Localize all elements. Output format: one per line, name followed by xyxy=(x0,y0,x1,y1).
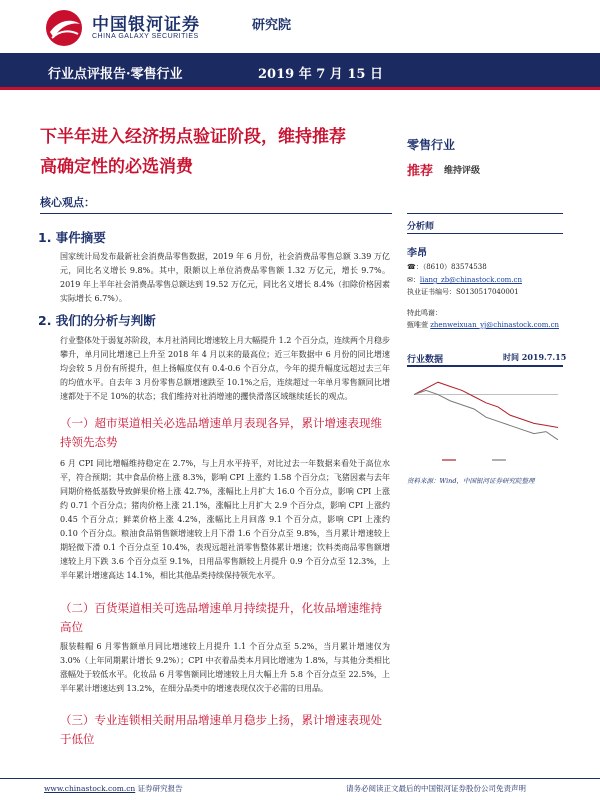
analyst-phone: ☎：（8610）83574538 xyxy=(407,263,487,271)
section-1-paragraph: 国家统计局发布最新社会消费品零售数据，2019 年 6 月份，社会消费品零售总额 3.39 万亿元，同比名义增长 9.8%。其中，限额以上单位消费品零售额 1.32 万亿元，增长 9.7%。2019 年上半年社会消费品零售总额达到 19.52 万亿元，同比名义增长 8.4%（扣除价格因素实际增长 6.7%）。 xyxy=(60,252,390,303)
mail-icon: ✉： xyxy=(407,276,420,284)
section-1-heading: 1. 事件摘要 xyxy=(38,230,106,245)
chart-series-line-1 xyxy=(414,382,558,427)
industry-chart xyxy=(406,368,564,468)
footer-url-link[interactable]: www.chinastock.com.cn xyxy=(44,784,136,793)
subsection-1-paragraph: 6 月 CPI 同比增幅维持稳定在 2.7%，与上月水平持平，对比过去一年数据来看处于高位水平，符合预期；其中食品价格上涨 8.3%，影响 CPI 上涨约 1.58 个百分点；飞猪因素与去年同期价格低基数导致鲜果价格上涨 42.7%，涨幅比上月扩大 16.0 个百分点，影响 CPI 上涨约 0.71 个百分点；猪肉价格上涨 21.1%，涨幅比上月扩大 2.9 个百分点，影响 CPI 上涨约 0.45 个百分点；鲜菜价格上涨 4.2%，涨幅比上月回落 9.1 个百分点，影响 CPI 上涨约 0.10 个百分点。粮油食品销售额增速较上月下滑 1.6 个百分点至 9.8%，当月累计增速较上期轻微下滑 0.1 个百分点至 10.4%，表现远超社消零售整体累计增速；饮料类商品零售额增速较上月下跌 3.6 个百分点至 9.1%，日用品零售额较上月提升 0.9 个百分点至 12.3%，上半年累计增速高达 14.1%，相比其他品类持续保持领先水平。 xyxy=(60,459,390,580)
sidebar-divider-1 xyxy=(407,213,563,214)
analyst-license: 执业证书编号：S0130517040001 xyxy=(407,288,519,296)
industry-chart-svg xyxy=(406,368,564,468)
subsection-3-heading: （三）专业连锁相关耐用品增速单月稳步上扬，累计增速表现处于低位 xyxy=(60,713,382,746)
sidebar-divider-2 xyxy=(407,233,563,234)
footer-disclaimer: 请务必阅读正文最后的中国银河证券股份公司免责声明 xyxy=(346,784,526,793)
galaxy-logo-icon xyxy=(44,8,84,48)
report-title-line-1: 下半年进入经济拐点验证阶段，维持推荐 xyxy=(40,127,346,147)
sidebar-recommendation: 推荐 xyxy=(407,164,434,179)
core-views-label: 核心观点： xyxy=(40,196,95,209)
report-title-line-2: 高确定性的必选消费 xyxy=(40,157,193,177)
industry-data-time: 时间 2019.7.15 xyxy=(503,352,567,362)
logo-english-name: CHINA GALAXY SECURITIES xyxy=(92,33,199,40)
report-title xyxy=(40,122,390,182)
header-logo xyxy=(44,6,564,50)
industry-data-label: 行业数据 xyxy=(407,355,444,365)
logo-chinese-name: 中国银河证券 xyxy=(92,15,200,35)
core-divider xyxy=(40,213,392,214)
chart-source: 资料来源：Wind，中国银河证券研究院整理 xyxy=(407,477,535,485)
report-banner xyxy=(0,53,600,90)
analyst-email-link[interactable]: liang_zb@chinastock.com.cn xyxy=(419,276,522,284)
contact-email-link[interactable]: zhenweixuan_yj@chinastock.com.cn xyxy=(430,321,559,329)
contact-row xyxy=(407,320,567,330)
subsection-1-heading: （一）超市渠道相关必选品增速单月表现各异，累计增速表现维持领先态势 xyxy=(60,416,382,449)
footer-left xyxy=(44,783,183,794)
sidebar-divider-3 xyxy=(407,365,563,367)
report-type-title: 行业点评报告·零售行业 xyxy=(48,67,183,82)
analyst-email-row xyxy=(407,275,567,285)
analyst-label: 分析师 xyxy=(407,222,435,232)
sidebar-rating: 维持评级 xyxy=(444,166,481,176)
subsection-2-paragraph: 服装鞋帽 6 月零售额单月同比增速较上月提升 1.1 个百分点至 5.2%，当月累计增速仅为 3.0%（上年同期累计增长 9.2%）；CPI 中衣着品类本月同比增速为 1.8%，与其他分类相比涨幅处于较低水平。化妆品 6 月零售额同比增速较上月大幅上升 5.8 个百分点至 22.5%，上半年累计增速达到 13.2%，在细分品类中的增速表现仅次于必需的日用品。 xyxy=(60,642,390,693)
contact-name: 甄唯萱 xyxy=(407,321,431,329)
report-date: 2019 年 7 月 15 日 xyxy=(258,67,383,82)
subsection-2-heading: （二）百货渠道相关可选品增速单月持续提升，化妆品增速维持高位 xyxy=(60,601,382,634)
footer-divider xyxy=(0,778,600,779)
analyst-name: 李昂 xyxy=(407,248,427,259)
section-2-heading: 2. 我们的分析与判断 xyxy=(38,313,156,328)
contact-label: 特此鸣谢： xyxy=(407,309,442,317)
section-2-paragraph: 行业整体处于弱复苏阶段，本月社消同比增速较上月大幅提升 1.2 个百分点，连续两个月稳步攀升，单月同比增速已上升至 2018 年 4 月以来的最高位；近三年数据中 6 月份的同比增速均会较 5 月份有所提升，但上扬幅度仅有 0.4-0.6 个百分点，今年的提升幅度远超过去三年的均值水平。自去年 3 月份零售总额增速跌至 10.1%之后，连续超过一年单月零售额同比增速都处于不足 10%的状态；我们维持对社消增速的攫快滑落区域继续延长的观点。 xyxy=(60,336,390,401)
chart-series-line-2 xyxy=(414,390,558,439)
footer-report-label: 证券研究报告 xyxy=(135,784,183,793)
sidebar-industry: 零售行业 xyxy=(407,138,456,152)
institute-label: 研究院 xyxy=(252,18,292,33)
